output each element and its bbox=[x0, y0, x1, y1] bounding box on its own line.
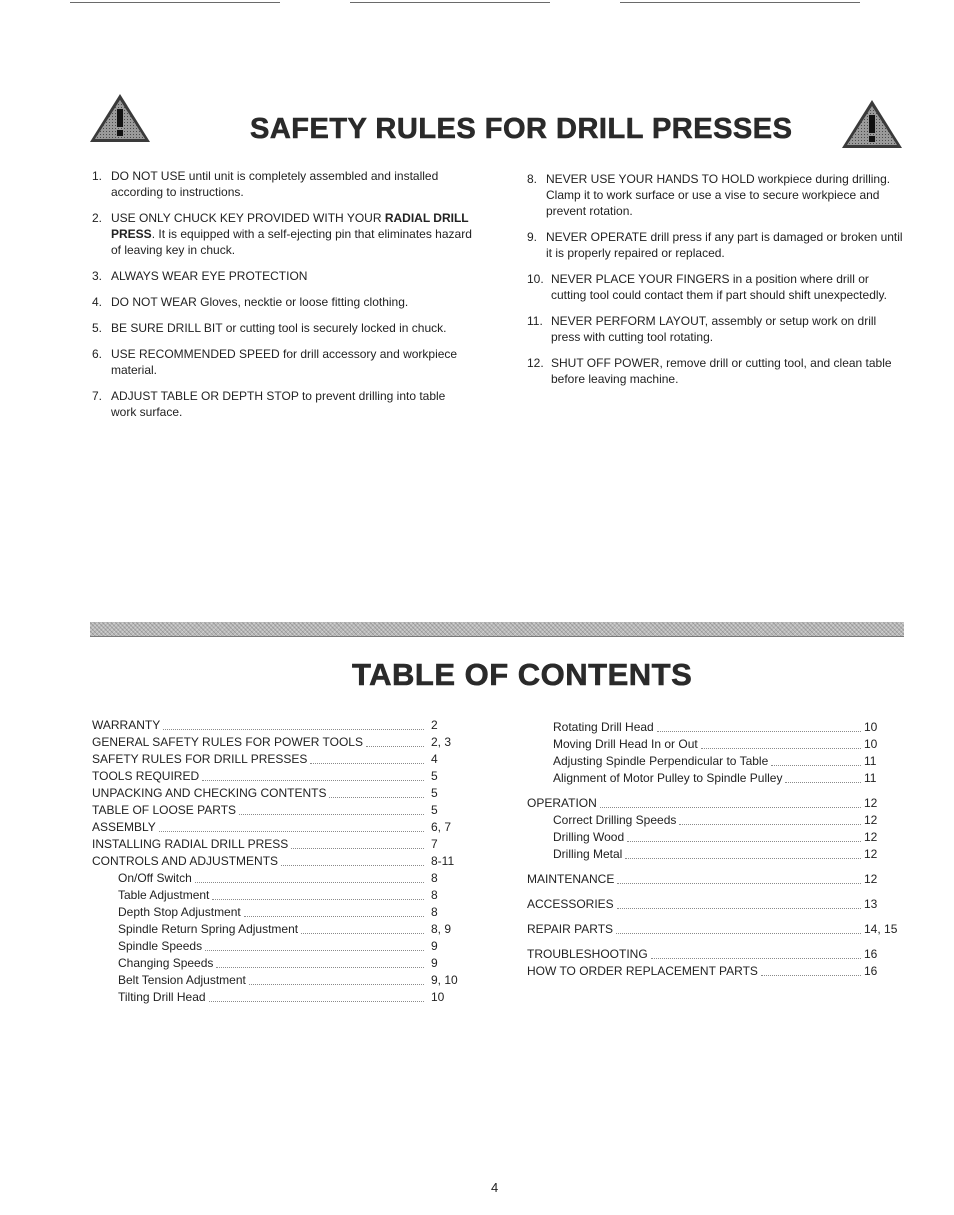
toc-entry-page: 8-11 bbox=[431, 854, 455, 868]
toc-leader-dots bbox=[616, 933, 861, 934]
safety-rule-text: USE RECOMMENDED SPEED for drill accessory and workpiece material. bbox=[111, 347, 458, 377]
safety-rule-item bbox=[92, 210, 472, 258]
safety-rule-item bbox=[92, 268, 472, 284]
toc-leader-dots bbox=[785, 782, 861, 783]
toc-leader-dots bbox=[617, 883, 861, 884]
safety-rule-item bbox=[92, 168, 472, 200]
section-divider-banner bbox=[90, 622, 904, 637]
safety-rule-item bbox=[527, 355, 907, 387]
toc-entry-page: 6, 7 bbox=[431, 820, 452, 834]
toc-entry-label: Rotating Drill Head bbox=[553, 720, 654, 734]
toc-entry bbox=[527, 846, 907, 863]
top-rule-2 bbox=[350, 2, 550, 3]
toc-entry bbox=[92, 819, 472, 836]
toc-entry-label: Depth Stop Adjustment bbox=[118, 905, 241, 919]
safety-rule-item bbox=[527, 171, 907, 219]
toc-entry-label: OPERATION bbox=[527, 796, 597, 810]
toc-entry-label: GENERAL SAFETY RULES FOR POWER TOOLS bbox=[92, 735, 363, 749]
safety-rule-text: NEVER USE YOUR HANDS TO HOLD workpiece during drilling. Clamp it to work surface or use a vise to secure workpiece and prevent rotation. bbox=[546, 172, 891, 218]
toc-entry-label: Correct Drilling Speeds bbox=[553, 813, 677, 827]
toc-entry-page: 4 bbox=[431, 752, 438, 766]
safety-rule-text: ALWAYS WEAR EYE PROTECTION bbox=[111, 269, 308, 283]
toc-leader-dots bbox=[600, 807, 861, 808]
toc-entry-page: 12 bbox=[864, 830, 878, 844]
toc-entry-label: ASSEMBLY bbox=[92, 820, 156, 834]
safety-rule-number: 5. bbox=[92, 321, 103, 335]
safety-rule-text: BE SURE DRILL BIT or cutting tool is securely locked in chuck. bbox=[111, 321, 447, 335]
toc-right-column bbox=[527, 719, 907, 980]
toc-entry-page: 7 bbox=[431, 837, 438, 851]
toc-entry-page: 11 bbox=[864, 754, 877, 768]
top-rule-1 bbox=[70, 2, 280, 3]
safety-rule-number: 9. bbox=[527, 230, 538, 244]
toc-leader-dots bbox=[216, 967, 424, 968]
toc-leader-dots bbox=[301, 933, 424, 934]
toc-entry-page: 12 bbox=[864, 796, 878, 810]
safety-rule-text: SHUT OFF POWER, remove drill or cutting tool, and clean table before leaving machine. bbox=[551, 356, 892, 386]
toc-entry bbox=[92, 768, 472, 785]
toc-entry-label: Alignment of Motor Pulley to Spindle Pulley bbox=[553, 771, 783, 785]
toc-entry-label: TABLE OF LOOSE PARTS bbox=[92, 803, 237, 817]
toc-entry bbox=[92, 802, 472, 819]
toc-entry-page: 8, 9 bbox=[431, 922, 452, 936]
toc-entry-page: 12 bbox=[864, 847, 878, 861]
toc-entry-label: Drilling Wood bbox=[553, 830, 625, 844]
toc-entry-page: 8 bbox=[431, 888, 438, 902]
toc-leader-dots bbox=[163, 729, 424, 730]
toc-leader-dots bbox=[310, 763, 424, 764]
toc-entry bbox=[92, 836, 472, 853]
toc-entry-label: On/Off Switch bbox=[118, 871, 192, 885]
safety-rule-item bbox=[92, 346, 472, 378]
toc-leader-dots bbox=[195, 882, 424, 883]
toc-left-column bbox=[92, 717, 472, 1006]
safety-rule-number: 8. bbox=[527, 172, 538, 186]
top-rule-3 bbox=[620, 2, 860, 3]
toc-leader-dots bbox=[205, 950, 424, 951]
safety-rule-text: ADJUST TABLE OR DEPTH STOP to prevent drilling into table work surface. bbox=[111, 389, 446, 419]
toc-entry-page: 12 bbox=[864, 872, 878, 886]
toc-entry-label: SAFETY RULES FOR DRILL PRESSES bbox=[92, 752, 308, 766]
toc-entry-label: Tilting Drill Head bbox=[118, 990, 206, 1004]
toc-leader-dots bbox=[202, 780, 424, 781]
toc-leader-dots bbox=[281, 865, 424, 866]
toc-entry bbox=[92, 989, 472, 1006]
toc-entry bbox=[92, 938, 472, 955]
toc-leader-dots bbox=[679, 824, 861, 825]
toc-entry-label: Spindle Return Spring Adjustment bbox=[118, 922, 299, 936]
toc-entry bbox=[92, 870, 472, 887]
page-number: 4 bbox=[491, 1180, 499, 1195]
toc-entry bbox=[527, 921, 907, 938]
safety-rule-text: NEVER PLACE YOUR FINGERS in a position where drill or cutting tool could contact them if part should shift unexpectedly. bbox=[551, 272, 887, 302]
toc-entry bbox=[527, 719, 907, 736]
toc-entry bbox=[527, 963, 907, 980]
toc-entry-label: ACCESSORIES bbox=[527, 897, 614, 911]
safety-rules-title: SAFETY RULES FOR DRILL PRESSES bbox=[250, 113, 793, 145]
safety-rule-number: 6. bbox=[92, 347, 103, 361]
safety-rule-text: DO NOT USE until unit is completely assembled and installed according to instructions. bbox=[111, 169, 439, 199]
toc-entry bbox=[92, 717, 472, 734]
toc-entry-label: REPAIR PARTS bbox=[527, 922, 614, 936]
toc-entry bbox=[527, 812, 907, 829]
toc-entry bbox=[527, 871, 907, 888]
toc-entry bbox=[527, 753, 907, 770]
toc-entry-page: 9 bbox=[431, 956, 438, 970]
toc-leader-dots bbox=[625, 858, 861, 859]
toc-entry-label: TOOLS REQUIRED bbox=[92, 769, 200, 783]
toc-entry-label: CONTROLS AND ADJUSTMENTS bbox=[92, 854, 279, 868]
toc-entry bbox=[92, 751, 472, 768]
safety-rules-left-list bbox=[92, 168, 472, 430]
toc-entry bbox=[92, 972, 472, 989]
toc-entry bbox=[527, 896, 907, 913]
toc-leader-dots bbox=[701, 748, 861, 749]
safety-rule-text: NEVER PERFORM LAYOUT, assembly or setup work on drill press with cutting tool rotating. bbox=[551, 314, 877, 344]
toc-entry-label: WARRANTY bbox=[92, 718, 161, 732]
toc-leader-dots bbox=[212, 899, 424, 900]
toc-leader-dots bbox=[761, 975, 861, 976]
safety-rule-item bbox=[527, 229, 907, 261]
toc-entry-page: 9 bbox=[431, 939, 438, 953]
warning-triangle-icon bbox=[840, 98, 904, 150]
toc-leader-dots bbox=[249, 984, 424, 985]
toc-entry bbox=[92, 955, 472, 972]
toc-entry-page: 5 bbox=[431, 786, 438, 800]
toc-entry-page: 2 bbox=[431, 718, 438, 732]
safety-rule-number: 1. bbox=[92, 169, 103, 183]
safety-rule-number: 7. bbox=[92, 389, 103, 403]
toc-entry-page: 14, 15 bbox=[864, 922, 898, 936]
toc-leader-dots bbox=[617, 908, 861, 909]
toc-entry-label: TROUBLESHOOTING bbox=[527, 947, 648, 961]
safety-rule-number: 10. bbox=[527, 272, 544, 286]
toc-entry-page: 10 bbox=[431, 990, 445, 1004]
toc-leader-dots bbox=[329, 797, 424, 798]
toc-entry-label: Table Adjustment bbox=[118, 888, 210, 902]
toc-entry-page: 5 bbox=[431, 769, 438, 783]
toc-leader-dots bbox=[209, 1001, 424, 1002]
safety-rule-item bbox=[527, 313, 907, 345]
toc-entry-label: Changing Speeds bbox=[118, 956, 214, 970]
safety-rule-number: 3. bbox=[92, 269, 103, 283]
toc-leader-dots bbox=[159, 831, 424, 832]
safety-rule-text: USE ONLY CHUCK KEY PROVIDED WITH YOUR RADIAL DRILL PRESS. It is equipped with a self-ejecting pin that eliminates hazard of leaving key in chuck. bbox=[111, 211, 472, 257]
toc-leader-dots bbox=[651, 958, 861, 959]
toc-entry bbox=[92, 921, 472, 938]
toc-leader-dots bbox=[291, 848, 424, 849]
safety-rule-number: 12. bbox=[527, 356, 544, 370]
toc-entry bbox=[92, 785, 472, 802]
safety-rules-right-list bbox=[527, 171, 907, 397]
toc-leader-dots bbox=[627, 841, 861, 842]
table-of-contents-title: TABLE OF CONTENTS bbox=[352, 657, 693, 692]
toc-leader-dots bbox=[657, 731, 861, 732]
toc-entry bbox=[527, 736, 907, 753]
toc-entry-page: 11 bbox=[864, 771, 877, 785]
safety-rule-text: DO NOT WEAR Gloves, necktie or loose fitting clothing. bbox=[111, 295, 409, 309]
toc-entry-label: INSTALLING RADIAL DRILL PRESS bbox=[92, 837, 289, 851]
toc-entry-page: 5 bbox=[431, 803, 438, 817]
toc-entry-page: 8 bbox=[431, 871, 438, 885]
toc-entry-page: 10 bbox=[864, 720, 878, 734]
toc-entry-page: 10 bbox=[864, 737, 878, 751]
toc-entry-label: Adjusting Spindle Perpendicular to Table bbox=[553, 754, 769, 768]
safety-rule-number: 11. bbox=[527, 314, 543, 328]
toc-entry-page: 8 bbox=[431, 905, 438, 919]
safety-rule-item bbox=[92, 388, 472, 420]
toc-leader-dots bbox=[244, 916, 424, 917]
toc-entry-page: 16 bbox=[864, 964, 878, 978]
toc-entry bbox=[92, 904, 472, 921]
toc-entry-label: Belt Tension Adjustment bbox=[118, 973, 246, 987]
toc-entry-label: Moving Drill Head In or Out bbox=[553, 737, 698, 751]
toc-entry bbox=[527, 770, 907, 787]
toc-entry-page: 13 bbox=[864, 897, 878, 911]
safety-rule-number: 4. bbox=[92, 295, 103, 309]
toc-leader-dots bbox=[366, 746, 424, 747]
toc-entry-page: 12 bbox=[864, 813, 878, 827]
toc-entry-label: Drilling Metal bbox=[553, 847, 623, 861]
toc-leader-dots bbox=[239, 814, 424, 815]
toc-entry-page: 9, 10 bbox=[431, 973, 458, 987]
toc-entry bbox=[92, 734, 472, 751]
toc-entry-page: 2, 3 bbox=[431, 735, 452, 749]
toc-entry-label: MAINTENANCE bbox=[527, 872, 615, 886]
toc-entry bbox=[527, 795, 907, 812]
safety-rule-number: 2. bbox=[92, 211, 103, 225]
toc-entry-label: HOW TO ORDER REPLACEMENT PARTS bbox=[527, 964, 758, 978]
toc-entry bbox=[527, 946, 907, 963]
safety-rule-text: NEVER OPERATE drill press if any part is damaged or broken until it is properly repaired or replaced. bbox=[546, 230, 903, 260]
toc-entry-page: 16 bbox=[864, 947, 878, 961]
warning-triangle-icon bbox=[88, 92, 152, 144]
safety-rule-item bbox=[527, 271, 907, 303]
safety-rule-item bbox=[92, 294, 472, 310]
toc-leader-dots bbox=[771, 765, 861, 766]
toc-entry bbox=[92, 887, 472, 904]
safety-rule-item bbox=[92, 320, 472, 336]
toc-entry-label: UNPACKING AND CHECKING CONTENTS bbox=[92, 786, 327, 800]
toc-entry bbox=[92, 853, 472, 870]
toc-entry-label: Spindle Speeds bbox=[118, 939, 203, 953]
toc-entry bbox=[527, 829, 907, 846]
